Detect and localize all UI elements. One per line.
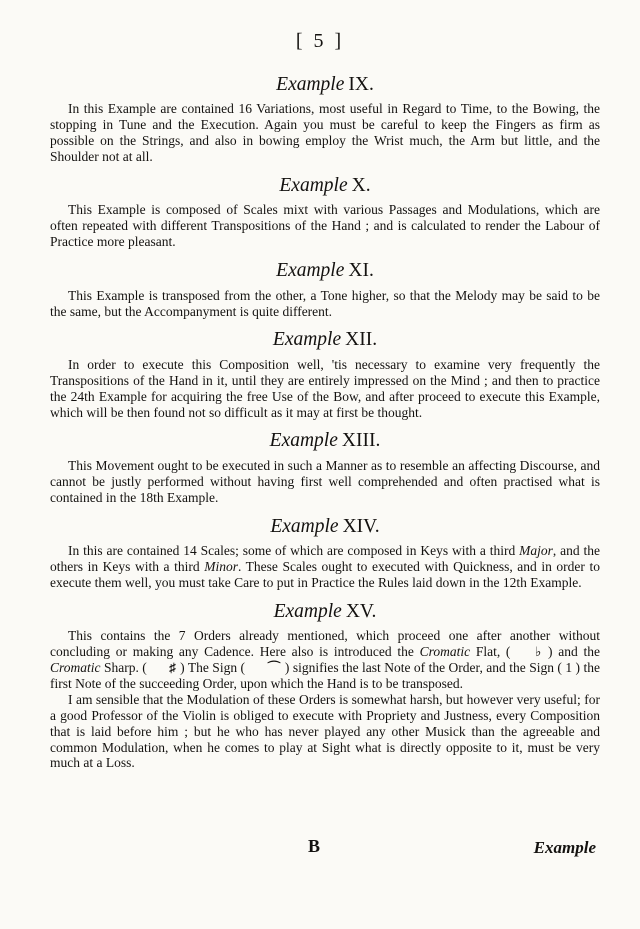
page-footer <box>0 836 640 866</box>
example-xiv-section <box>50 516 600 591</box>
example-xii-section <box>50 329 600 420</box>
paragraph: In this are contained 14 Scales; some of which are composed in Keys with a third Major, and the others in Keys with a third Minor. These Scales ought to executed with Quickness, and in order to execute them well, you must take Care to put in Practice the Rules laid down in the 12th Example. <box>50 543 600 590</box>
example-ix-section <box>50 74 600 165</box>
paragraph: This Example is composed of Scales mixt with various Passages and Modulations, which are often repeated with different Transpositions of the Hand ; and is calculated to render the Labour of Practice more pleasant. <box>50 202 600 250</box>
signature-mark: B <box>308 836 321 856</box>
paragraph: This Movement ought to be executed in such a Manner as to resemble an affecting Discourse, and cannot be justly performed without having first well comprehended and often practised what is contained in the 18th Example. <box>50 457 600 505</box>
paragraph: In order to execute this Composition well, 'tis necessary to examine very frequently the Transpositions of the Hand in it, until they are entirely impressed on the Mind ; and then to practice the 24th Example for acquiring the free Use of the Bow, and after proceed to execute this Example, which will be then found not so difficult as it may at first be thought. <box>50 356 600 420</box>
paragraph: This contains the 7 Orders already mentioned, which proceed one after another without concluding or making any Cadence. Here also is introduced the Cromatic Flat, ( ♭ ) and the Cromatic Sharp. ( ♯ ) The Sign ( ⌒ ) signifies the last Note of the Order, and the Sign ( 1 ) the first Note of the succeeding Order, upon which the Hand is to be transposed. <box>50 628 600 691</box>
paragraph: In this Example are contained 16 Variations, most useful in Regard to Time, to the Bowing, the stopping in Tune and the Execution. Again you must be careful to keep the Fingers as firm as possible on the Strings, and also in bowing employ the Wrist much, the Arm but little, and the Shoulder not at all. <box>50 101 600 165</box>
section-heading: Example XI. <box>276 260 374 282</box>
section-heading: Example XII. <box>272 329 378 351</box>
example-xiii-section <box>50 430 600 505</box>
page-body <box>50 64 600 771</box>
page-number: [ 5 ] <box>295 30 345 52</box>
sharp-symbol-icon: ♯ <box>169 659 176 675</box>
section-heading: Example X. <box>279 175 371 197</box>
paragraph: This Example is transposed from the other, a Tone higher, so that the Melody may be said to be the same, but the Accompanyment is quite different. <box>50 287 600 319</box>
section-heading: Example XIV. <box>270 515 380 537</box>
pause-sign-icon: ⌒ <box>267 659 281 675</box>
section-heading: Example IX. <box>276 74 374 95</box>
example-xv-section <box>50 601 600 772</box>
section-heading: Example XV. <box>273 600 377 622</box>
section-heading: Example XIII. <box>269 430 381 452</box>
example-xi-section <box>50 260 600 319</box>
example-x-section <box>50 175 600 250</box>
flat-symbol-icon: ♭ <box>535 644 542 660</box>
paragraph: I am sensible that the Modulation of these Orders is somewhat harsh, but however very useful; for a good Professor of the Violin is obliged to execute with Propriety and Justness, every Composition that is laid before him ; but he who has never played any other Musick than the agreeable and common Modulation, when he comes to play at Sight what is directly opposite to it, must be very much at a Loss. <box>50 691 600 771</box>
catchword: Example <box>533 838 596 857</box>
